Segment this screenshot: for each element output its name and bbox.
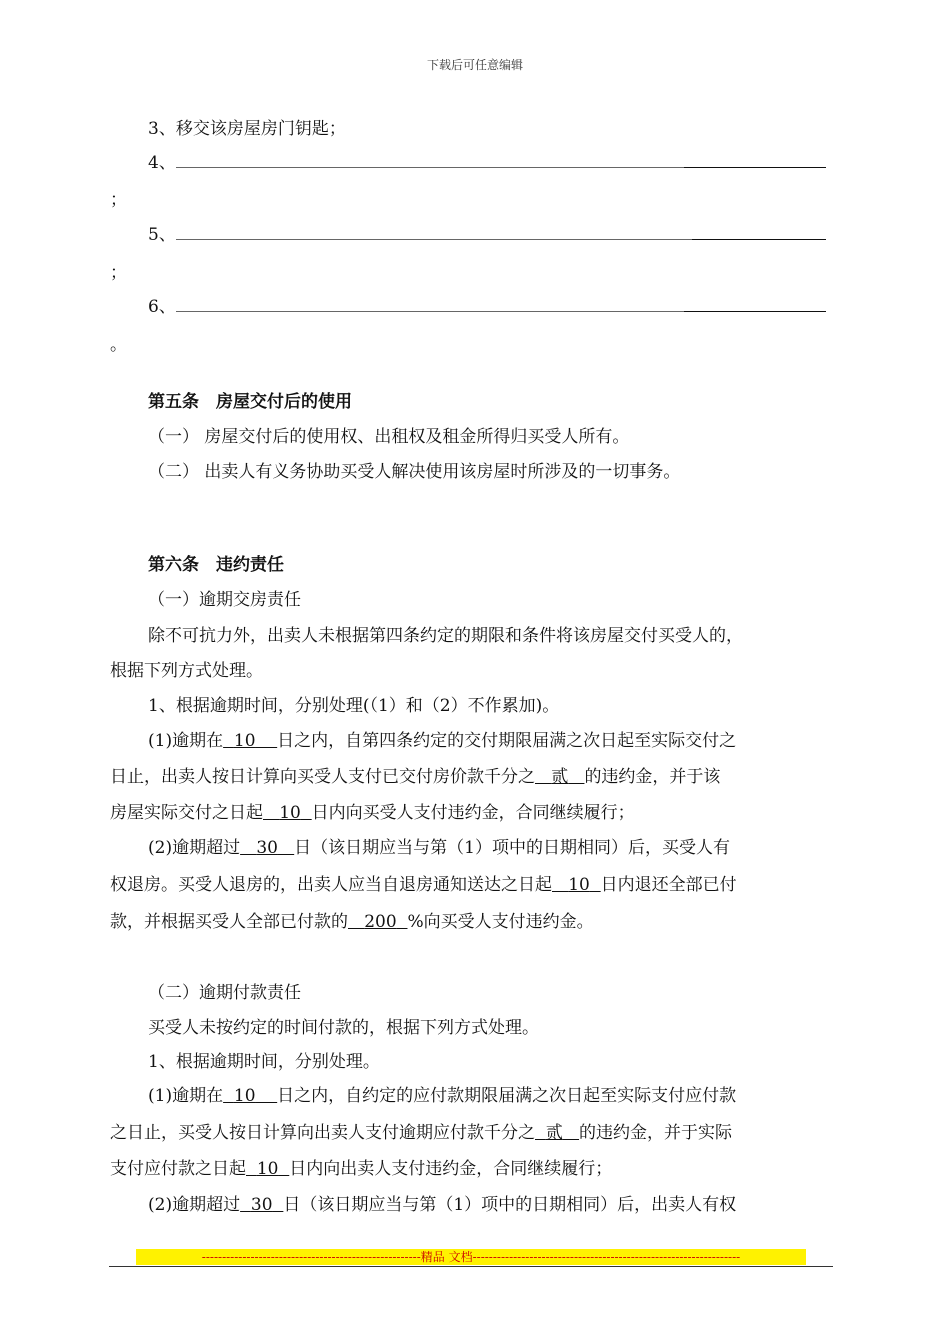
filled-value: 30 [256,838,278,858]
section-1-item-1 [148,729,736,753]
text: 的违约金，并于该 [584,767,721,787]
filled-value: 10 [256,1159,279,1179]
text: 的违约金，并于实际 [579,1123,733,1143]
footer-dashes: ------------------------------------------------------ [201,1250,421,1264]
filled-value: 贰 [551,767,569,787]
fill-blank [176,297,684,312]
text: (1)逾期在 [148,731,224,751]
section-1-item-2-cont [110,873,737,897]
text: 日（该日期应当与第（1）项中的日期相同）后，买受人有 [294,838,730,858]
list-number: 6、 [148,297,176,317]
section-2-title: （二）逾期付款责任 [148,983,301,1003]
text: 日之内，自第四条约定的交付期限届满之次日起至实际交付之 [277,731,737,751]
section-1-para-2: 1、根据逾期时间，分别处理(（1）和（2）不作累加)。 [148,696,560,716]
footer-dashes: ------------------------------------------------------------------ [472,1250,741,1264]
footer-label: 精品 文档 [420,1250,473,1264]
text: 支付应付款之日起 [110,1159,246,1179]
list-item-3: 3、移交该房屋房门钥匙； [148,119,346,139]
text: (2)逾期超过 [148,838,241,858]
footer-divider [109,1266,833,1267]
section-2-item-1 [148,1084,736,1108]
list-item-tail: ； [110,263,127,283]
fill-blank [684,153,826,168]
section-1-item-1-cont [110,765,720,789]
text: 日（该日期应当与第（1）项中的日期相同）后，出卖人有权 [283,1195,737,1215]
text: 日内向买受人支付违约金，合同继续履行； [311,803,635,823]
fill-blank [176,225,692,240]
list-item-6 [148,295,826,319]
text: 之日止，买受人按日计算向出卖人支付逾期应付款千分之 [110,1123,535,1143]
section-2-item-1-cont [110,1157,612,1181]
section-1-item-1-cont [110,801,635,825]
section-1-item-2-cont [110,910,594,934]
section-2-para-1: 买受人未按约定的时间付款的，根据下列方式处理。 [148,1018,539,1038]
fill-blank [692,225,826,240]
page-header: 下载后可任意编辑 [426,58,523,72]
fill-blank [176,153,684,168]
filled-value: 30 [250,1195,273,1215]
text: 日之内，自约定的应付款期限届满之次日起至实际支付应付款 [277,1086,737,1106]
section-1-item-2 [148,836,730,860]
text: 房屋实际交付之日起 [110,803,263,823]
text: 日内退还全部已付 [600,875,737,895]
section-1-para-1-cont: 根据下列方式处理。 [110,661,263,681]
text: 日止，出卖人按日计算向买受人支付已交付房价款千分之 [110,767,535,787]
list-number: 4、 [148,153,176,173]
list-number: 5、 [148,225,176,245]
text: (1)逾期在 [148,1086,224,1106]
filled-value: 200 [364,912,397,932]
footer-banner [136,1249,806,1265]
list-item-tail: ； [110,190,127,210]
filled-value: 10 [233,731,256,751]
section-1-title: （一）逾期交房责任 [148,590,301,610]
article-5-para-2: （二） 出卖人有义务协助买受人解决使用该房屋时所涉及的一切事务。 [148,462,681,482]
list-item-tail: 。 [110,335,127,355]
filled-value: 10 [233,1086,256,1106]
section-1-para-1: 除不可抗力外，出卖人未根据第四条约定的期限和条件将该房屋交付买受人的， [148,626,743,646]
text: 款，并根据买受人全部已付款的 [110,912,348,932]
section-2-para-2: 1、根据逾期时间，分别处理。 [148,1052,380,1072]
text: %向买受人支付违约金。 [407,912,594,932]
article-5-title: 第五条 房屋交付后的使用 [148,392,352,412]
list-item-5 [148,223,826,247]
text: (2)逾期超过 [148,1195,241,1215]
article-5-para-1: （一） 房屋交付后的使用权、出租权及租金所得归买受人所有。 [148,427,630,447]
section-2-item-2 [148,1193,736,1217]
section-2-item-1-cont [110,1121,732,1145]
list-item-4 [148,151,826,175]
filled-value: 贰 [545,1123,563,1143]
fill-blank [684,297,826,312]
filled-value: 10 [568,875,590,895]
text: 权退房。买受人退房的，出卖人应当自退房通知送达之日起 [110,875,552,895]
filled-value: 10 [279,803,301,823]
article-6-title: 第六条 违约责任 [148,555,284,575]
text: 日内向出卖人支付违约金，合同继续履行； [289,1159,613,1179]
